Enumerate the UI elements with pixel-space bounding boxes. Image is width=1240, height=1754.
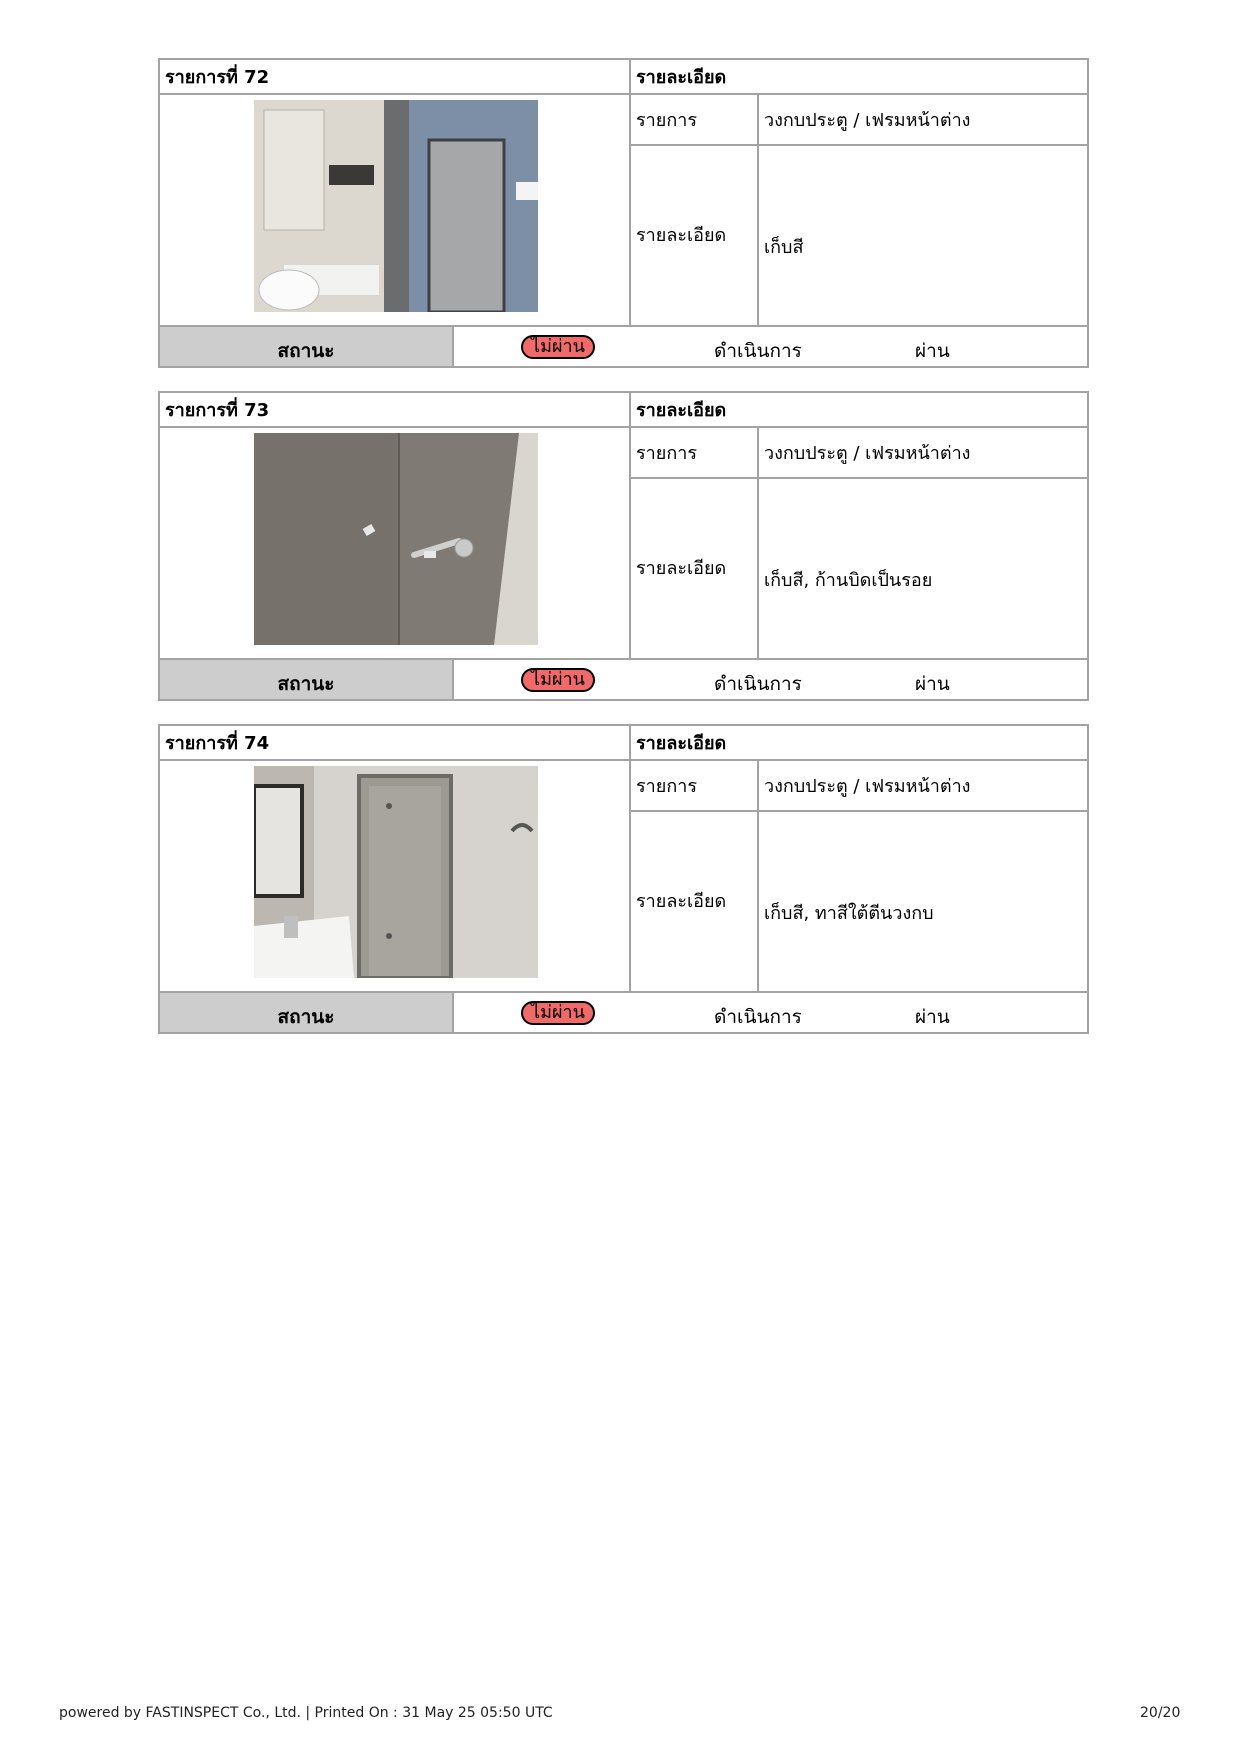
item-title: รายการที่ 72 [165, 67, 270, 88]
inspection-photo [254, 100, 538, 312]
status-row [160, 993, 1087, 1032]
item-value: วงกบประตู / เฟรมหน้าต่าง [764, 776, 971, 797]
item-label: รายการ [636, 776, 697, 797]
inspection-photo [254, 433, 538, 645]
status-label: สถานะ [277, 340, 335, 362]
detail-header: รายละเอียด [636, 67, 727, 88]
item-title: รายการที่ 73 [165, 400, 270, 421]
detail-header: รายละเอียด [636, 400, 727, 421]
status-option-in-progress[interactable]: ดำเนินการ [714, 1006, 802, 1028]
status-option-fail[interactable]: ไม่ผ่าน [521, 335, 595, 359]
inspection-item-card [158, 391, 1089, 701]
inspection-item-card [158, 724, 1089, 1034]
status-row [160, 327, 1087, 366]
status-option-pass[interactable]: ผ่าน [915, 340, 950, 362]
status-label: สถานะ [277, 673, 335, 695]
inspection-photo [254, 766, 538, 978]
status-option-fail[interactable]: ไม่ผ่าน [521, 1001, 595, 1025]
detail-value: เก็บสี, ทาสีใต้ตีนวงกบ [764, 903, 934, 924]
status-label-cell [160, 993, 452, 1032]
inspection-item-card [158, 58, 1089, 368]
item-value: วงกบประตู / เฟรมหน้าต่าง [764, 443, 971, 464]
status-option-in-progress[interactable]: ดำเนินการ [714, 673, 802, 695]
detail-value: เก็บสี [764, 237, 804, 258]
item-value: วงกบประตู / เฟรมหน้าต่าง [764, 110, 971, 131]
status-option-pass[interactable]: ผ่าน [915, 673, 950, 695]
detail-label: รายละเอียด [636, 558, 727, 579]
detail-label: รายละเอียด [636, 891, 727, 912]
status-option-in-progress[interactable]: ดำเนินการ [714, 340, 802, 362]
status-option-fail[interactable]: ไม่ผ่าน [521, 668, 595, 692]
detail-label: รายละเอียด [636, 225, 727, 246]
status-row [160, 660, 1087, 699]
item-label: รายการ [636, 110, 697, 131]
status-label-cell [160, 660, 452, 699]
detail-value: เก็บสี, ก้านบิดเป็นรอย [764, 570, 933, 591]
status-option-pass[interactable]: ผ่าน [915, 1006, 950, 1028]
status-label: สถานะ [277, 1006, 335, 1028]
page-number: 20/20 [1140, 1705, 1181, 1721]
item-title: รายการที่ 74 [165, 733, 270, 754]
detail-header: รายละเอียด [636, 733, 727, 754]
item-label: รายการ [636, 443, 697, 464]
status-label-cell [160, 327, 452, 366]
footer-credit: powered by FASTINSPECT Co., Ltd. | Printed On : 31 May 25 05:50 UTC [59, 1705, 553, 1721]
